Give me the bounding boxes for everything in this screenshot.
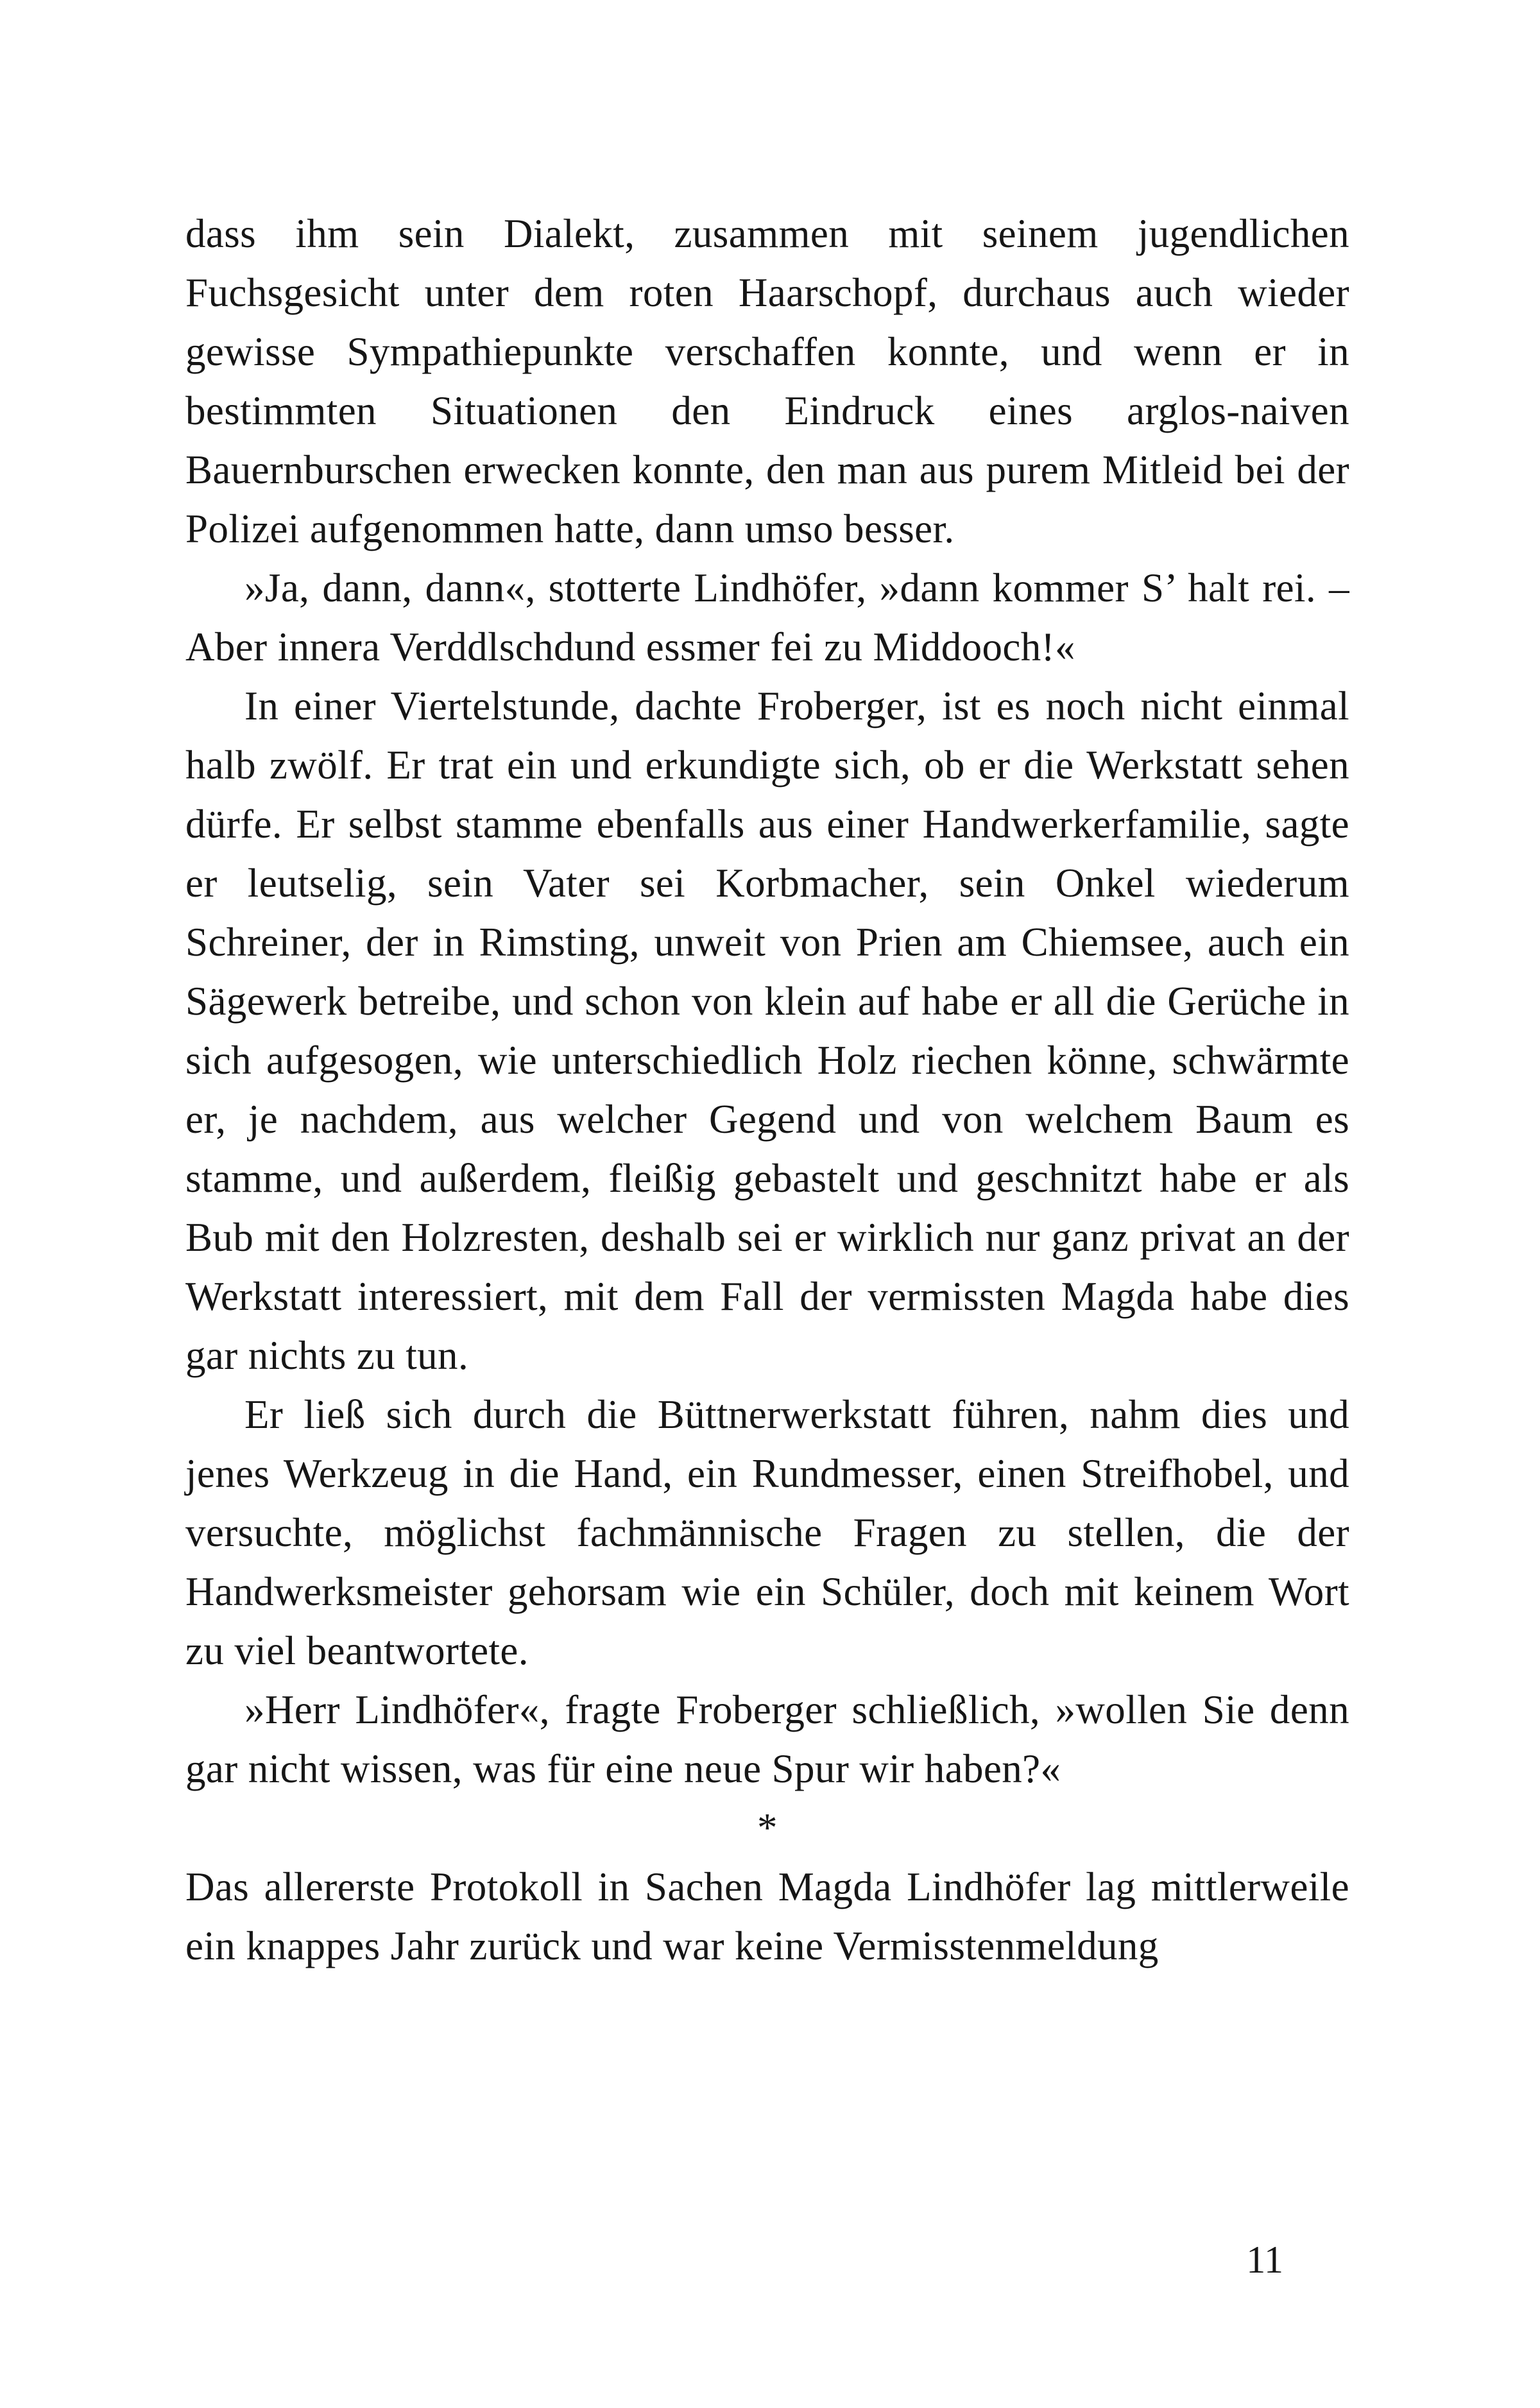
paragraph: In einer Viertelstunde, dachte Froberger, ist es noch nicht einmal halb zwölf. Er trat ein und erkundigte sich, ob er die Werkstatt sehen dürfe. Er selbst stamme ebenfalls aus einer Handwerkerfamilie, sagte er leutselig, sein Vater sei Korbmacher, sein Onkel wiederum Schreiner, der in Rimsting, unweit von Prien am Chiemsee, auch ein Sägewerk betreibe, und schon von klein auf habe er all die Gerüche in sich aufgesogen, wie unterschiedlich Holz riechen könne, schwärmte er, je nachdem, aus welcher Gegend und von welchem Baum es stamme, und außerdem, fleißig gebastelt und geschnitzt habe er als Bub mit den Holzresten, deshalb sei er wirklich nur ganz privat an der Werkstatt interessiert, mit dem Fall der vermissten Magda habe dies gar nichts zu tun. [185,684,1349,1378]
paragraph: »Ja, dann, dann«, stotterte Lindhöfer, »dann kommer S’ halt rei. – Aber innera Verddlschdund essmer fei zu Middooch!« [185,565,1349,669]
text-block [185,204,1349,1975]
paragraph: Er ließ sich durch die Büttnerwerkstatt führen, nahm dies und jenes Werkzeug in die Hand, ein Rundmesser, einen Streifhobel, und versuchte, möglichst fachmännische Fragen zu stellen, die der Handwerksmeister gehorsam wie ein Schüler, doch mit keinem Wort zu viel beantwortete. [185,1392,1349,1673]
paragraph: Das allererste Protokoll in Sachen Magda Lindhöfer lag mittlerweile ein knappes Jahr zurück und war keine Vermisstenmeldung [185,1864,1349,1968]
paragraph: »Herr Lindhöfer«, fragte Froberger schließlich, »wollen Sie denn gar nicht wissen, was für eine neue Spur wir haben?« [185,1687,1349,1791]
page-number: 11 [1246,2239,1283,2281]
section-separator: * [757,1805,778,1850]
paragraph: dass ihm sein Dialekt, zusammen mit seinem jugendlichen Fuchsgesicht unter dem roten Haarschopf, durchaus auch wieder gewisse Sympathiepunkte verschaffen konnte, und wenn er in bestimmten Situationen den Eindruck eines arglos-naiven Bauernburschen erwecken konnte, den man aus purem Mitleid bei der Polizei aufgenommen hatte, dann umso besser. [185,211,1349,551]
